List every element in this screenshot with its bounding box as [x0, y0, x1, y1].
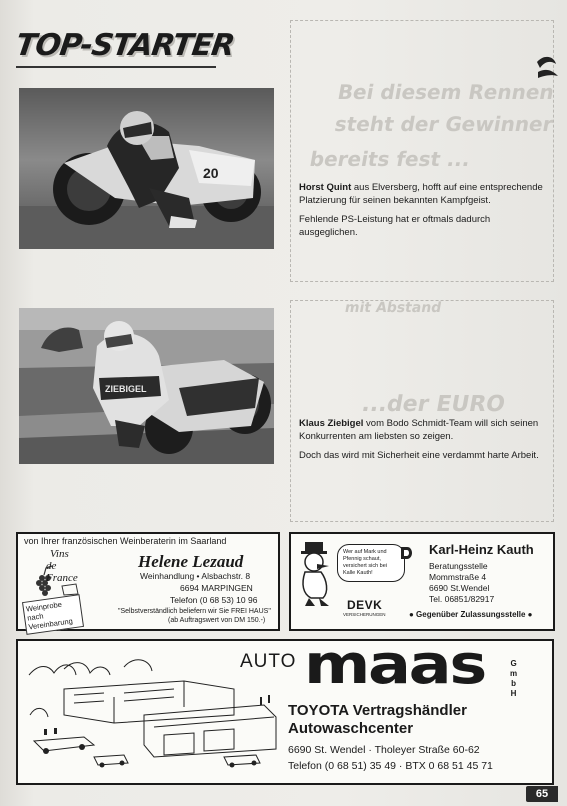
caption-klaus-ziebigel [299, 418, 549, 470]
duck-mascot-icon [297, 540, 337, 610]
ad-maas-phone: Telefon (0 68 51) 35 49 · BTX 0 68 51 45 71 [288, 760, 493, 772]
ad-helene-lezaud [16, 532, 280, 631]
gmbh-letter: m [510, 669, 518, 678]
rider-name: Horst Quint [299, 182, 352, 193]
gmbh-letter: b [511, 679, 516, 688]
decorative-swoosh-icon [534, 52, 560, 85]
ad-wine-address-1: Weinhandlung • Alsbachstr. 8 [140, 571, 251, 581]
caption-horst-quint [299, 182, 549, 246]
ad-maas-logo: maas [304, 633, 485, 696]
ghost-text-line-1: Bei diesem Rennen [335, 80, 557, 104]
ad-devk-footer: ● Gegenüber Zulassungsstelle ● [409, 610, 533, 619]
ad-maas-address: 6690 St. Wendel · Tholeyer Straße 60-62 [288, 744, 480, 756]
logo-vins: Vins [50, 548, 69, 560]
ad-maas-gmbh [510, 659, 517, 699]
photo-klaus-ziebigel [19, 308, 274, 464]
ad-wine-logo [28, 548, 86, 598]
ad-devk-line-2: Mommstraße 4 [429, 572, 487, 582]
ghost-text-line-4: mit Abstand [343, 300, 443, 316]
ad-devk-mascot [297, 540, 337, 610]
ad-wine-note-2: (ab Auftragswert von DM 150.-) [168, 617, 266, 624]
photo-horst-quint [19, 88, 274, 249]
caption-paragraph-2: Fehlende PS-Leistung hat er oftmals dadurch ausgeglichen. [299, 214, 491, 238]
ad-devk-logo: DEVK [347, 598, 383, 612]
ad-wine-top-line: von Ihrer französischen Weinberaterin im Saarland [24, 536, 227, 546]
title-underline [16, 66, 216, 68]
ad-wine-note-1: "Selbstverständlich beliefern wir Sie FREI HAUS" [118, 608, 271, 615]
ad-wine-address-2: 6694 MARPINGEN [180, 583, 253, 593]
ad-maas [16, 633, 554, 785]
ad-karl-heinz-kauth [289, 532, 555, 631]
ad-devk-speech-bubble: Wer auf Mark und Pfennig schaut, versichert sich bei Kalle Kauth! [337, 544, 405, 582]
svg-text:ZIEBIGEL: ZIEBIGEL [105, 384, 147, 394]
ad-wine-phone: Telefon (0 68 53) 10 96 [170, 595, 258, 605]
ad-devk-phone: Tel. 06851/82917 [429, 594, 495, 604]
caption-text: aus Elversberg, hofft auf eine entsprechende Platzierung für seinen bekannten Kampfgeist. [299, 182, 543, 206]
svg-text:20: 20 [203, 165, 219, 181]
ad-devk-line-3: 6690 St.Wendel [429, 583, 490, 593]
ghost-text-line-3: bereits fest ... [307, 147, 473, 171]
page-title: TOP-STARTER [13, 28, 237, 63]
caption-text: vom Bodo Schmidt-Team will sich seinen Konkurrenten am liebsten so zeigen. [299, 418, 539, 442]
caption-paragraph-2: Doch das wird mit Sicherheit eine verdammt harte Arbeit. [299, 450, 539, 461]
gmbh-letter: G [510, 659, 517, 668]
ad-maas-line-1: TOYOTA Vertragshändler [288, 702, 467, 719]
rider-name: Klaus Ziebigel [299, 418, 364, 429]
ad-devk-logo-sub: VERSICHERUNGEN [343, 612, 386, 617]
gmbh-letter: H [510, 689, 517, 698]
ad-devk-emblem-icon [399, 546, 413, 565]
ad-maas-line-2: Autowaschcenter [288, 720, 414, 737]
page-number: 65 [526, 786, 558, 802]
logo-de-france: de France [46, 560, 78, 584]
caption-paragraph-1 [299, 418, 549, 443]
ad-devk-name: Karl-Heinz Kauth [429, 542, 534, 557]
ad-wine-stamp: Weinprobe nach Vereinbarung [22, 594, 84, 635]
caption-paragraph-1 [299, 182, 549, 207]
ad-wine-name: Helene Lezaud [138, 552, 244, 571]
ghost-text-line-2: steht der Gewinner [332, 112, 555, 136]
ad-maas-auto: AUTO [240, 651, 297, 672]
ghost-text-line-5: ...der EURO [359, 392, 508, 417]
ad-devk-line-1: Beratungsstelle [429, 561, 488, 571]
